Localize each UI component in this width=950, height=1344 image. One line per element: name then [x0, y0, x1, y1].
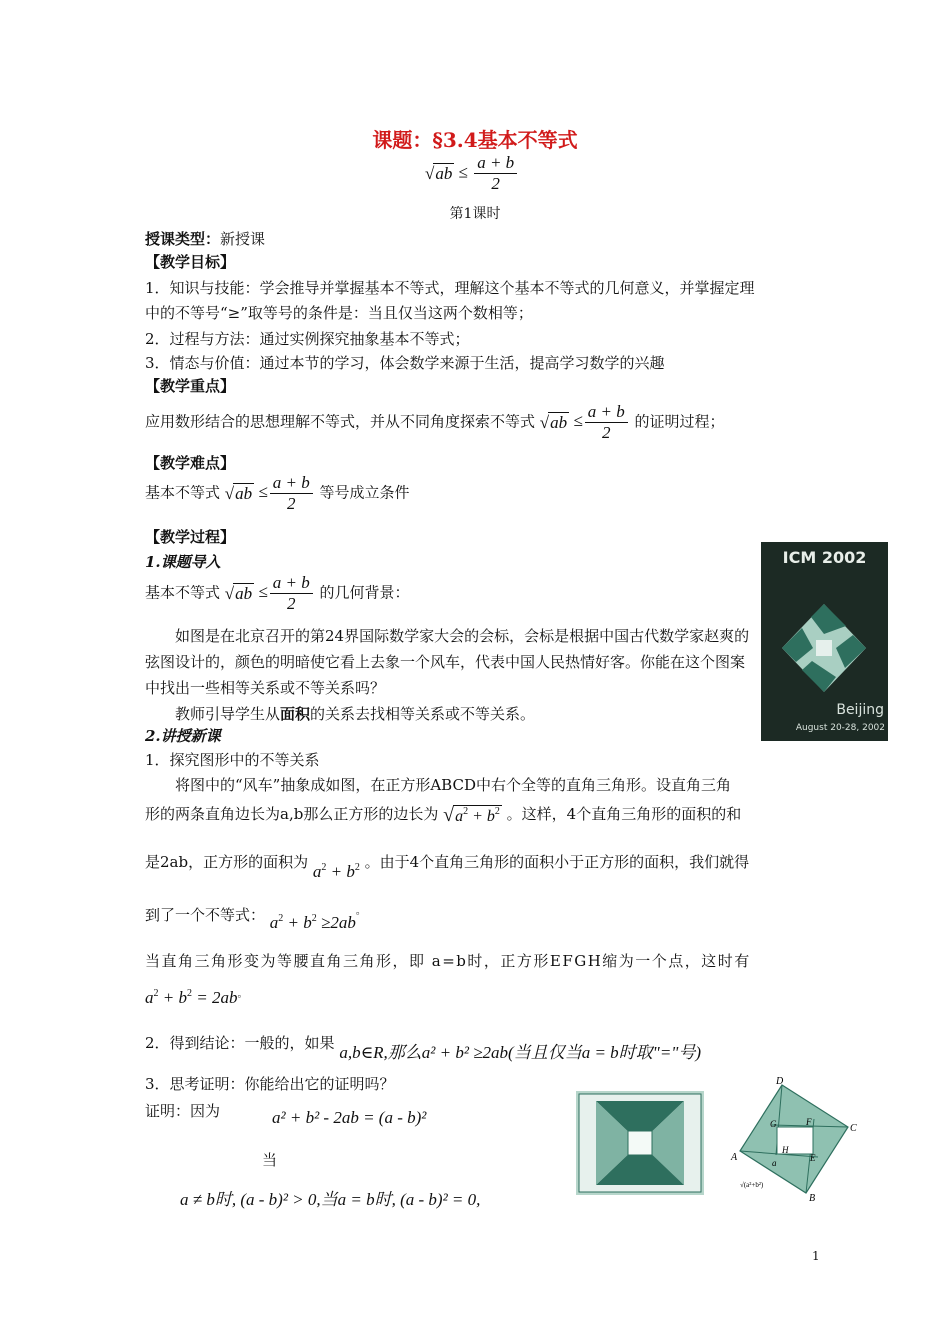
goal-1b: 中的不等号“≥”取等号的条件是：当且仅当这两个数相等；	[145, 304, 533, 322]
section-difficulty: 【教学难点】	[145, 454, 236, 472]
proof-equation: a² + b² - 2ab = (a - b)²	[272, 1108, 427, 1127]
abcd-square-figure	[730, 1075, 860, 1205]
label-d: D	[776, 1076, 784, 1087]
key-point: 应用数形结合的思想理解不等式，并从不同角度探索不等式 √ab ≤ $\frac{a + b}{2}$ 的证明过程；	[145, 402, 725, 442]
s1-line-5: 当直角三角形变为等腰直角三角形，即 a=b时，正方形EFGH缩为一个点，这时有	[145, 952, 751, 970]
s1-title: 1．探究图形中的不等关系	[145, 751, 320, 769]
label-small-a: a	[772, 1158, 777, 1168]
lesson-number: 第1课时	[449, 206, 501, 222]
label-a: A	[731, 1152, 738, 1163]
label-g: G	[770, 1119, 777, 1129]
label-side: √(a²+b²)	[740, 1181, 764, 1189]
goal-3: 3．情态与价值：通过本节的学习，体会数学来源于生活，提高学习数学的兴趣	[145, 354, 665, 372]
label-f: F	[806, 1117, 812, 1127]
section-goals: 【教学目标】	[145, 253, 236, 271]
pinwheel-square-figure	[576, 1091, 704, 1195]
page-title: 课题：§3.4基本不等式	[372, 128, 578, 152]
s3-title: 3．思考证明：你能给出它的证明吗？	[145, 1075, 395, 1093]
step-1-title: 1.课题导入	[145, 553, 221, 571]
icm-logo: ICM 2002 Beijing August 20-28, 2002	[761, 542, 888, 741]
intro-paragraph: 如图是在北京召开的第24界国际数学家大会的会标，会标是根据中国古代数学家赵爽的弦图设计的，颜色的明暗使它看上去象一个风车，代表中国人民热情好客。你能在这个图案中找出一些相等关系或不等关系吗？	[145, 627, 750, 697]
lesson-type: 授课类型：新授课	[145, 230, 266, 248]
step-2-title: 2.讲授新课	[145, 727, 221, 745]
proof-label: 证明：因为	[145, 1102, 221, 1120]
proof-when: 当	[262, 1151, 278, 1169]
label-e: E	[810, 1153, 816, 1163]
difficulty-point: 基本不等式 √ab ≤ $\frac{a + b}{2}$ 等号成立条件	[145, 473, 410, 513]
s1-line-3: 是2ab，正方形的面积为 $a^2 + b^2$ 。由于4个直角三角形的面积小于正方形的面积，我们就得	[145, 853, 750, 881]
label-h: H	[782, 1145, 789, 1155]
s2-line: 2．得到结论：一般的，如果 a,b∈R,那么a² + b² ≥2ab(当且仅当a = b时取"="号)	[145, 1034, 702, 1062]
proof-condition: a ≠ b时, (a - b)² > 0,当a = b时, (a - b)² = 0,	[180, 1190, 481, 1209]
s1-line-1: 将图中的“风车”抽象成如图，在正方形ABCD中右个全等的直角三角形。设直角三角	[175, 776, 731, 794]
label-c: C	[850, 1123, 857, 1134]
equality-formula: $a^2 + b^2 = 2ab^。$	[145, 988, 248, 1007]
goal-2: 2．过程与方法：通过实例探究抽象基本不等式；	[145, 330, 470, 348]
page-number: 1	[812, 1249, 820, 1263]
guide-line: 教师引导学生从面积的关系去找相等关系或不等关系。	[175, 705, 536, 723]
background-line: 基本不等式 √ab ≤ $\frac{a + b}{2}$ 的几何背景：	[145, 573, 410, 613]
s1-line-2: 形的两条直角边长为a,b那么正方形的边长为 $√a^2 + b^2$ 。这样，4个直角三角形的面积的和	[145, 803, 742, 826]
section-key: 【教学重点】	[145, 377, 236, 395]
s1-line-4: 到了一个不等式： $a^2 + b^2 \ge 2ab^。$	[145, 906, 366, 932]
label-b: B	[809, 1193, 816, 1204]
goal-1a: 1．知识与技能：学会推导并掌握基本不等式，理解这个基本不等式的几何意义，并掌握定理	[145, 279, 755, 297]
header-formula: √ab ≤ $\frac{a + b}{2}$	[425, 153, 519, 194]
section-process: 【教学过程】	[145, 528, 236, 546]
